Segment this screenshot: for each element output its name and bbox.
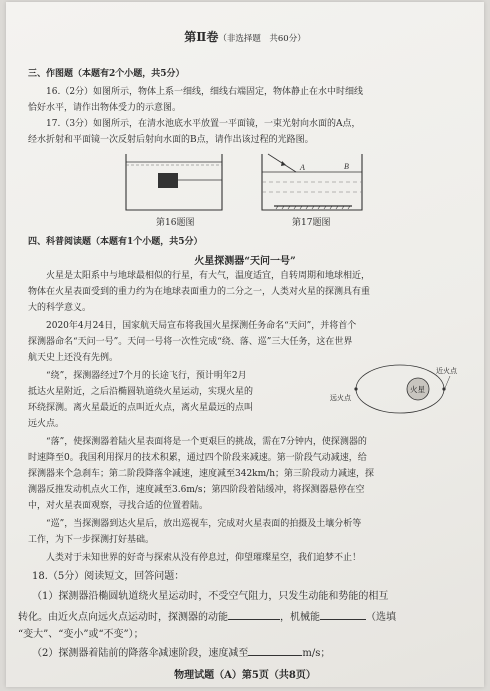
p1-line2: 物体在火星表面受到的重力约为在地球表面重力的二分之一，人类对火星的探测具有重 [28, 287, 371, 297]
q18-2-a: （2）探测器着陆前的降落伞减速阶段，速度减至 [32, 648, 249, 659]
q18-2-b: m/s； [302, 648, 331, 659]
fig16-caption: 第16题图 [156, 218, 195, 228]
mars-label: 火星 [410, 385, 425, 394]
answer-blank-mechanical[interactable] [320, 610, 366, 620]
section4-heading: 四、科普阅读题（本题有1个小题，共5分） [28, 237, 203, 247]
object-block [158, 173, 178, 188]
exam-page [6, 2, 484, 687]
orbit-ellipse [356, 365, 444, 413]
p3-line4: 远火点。 [28, 419, 65, 429]
p5-line1: “巡”，当探测器到达火星后，放出巡视车，完成对火星表面的拍摄及土壤分析等 [46, 519, 362, 529]
p2-line2: 探测器命名“天问一号”。天问一号将一次性完成“绕、落、巡”三大任务，这在世界 [28, 337, 353, 347]
p3-line1: “绕”，探测器经过7个月的长途飞行，预计明年2月 [46, 371, 247, 381]
section3-heading: 三、作图题（本题有2个小题，共5分） [28, 69, 185, 79]
q18-1-line2 [18, 610, 396, 625]
answer-blank-speed[interactable] [248, 646, 302, 656]
part-title-text: 第Ⅱ卷 [184, 30, 219, 44]
label-a: A [300, 163, 305, 172]
orbit-diagram [330, 358, 464, 418]
q16-line2: 恰好水平，请作出物体受力的示意图。 [28, 103, 182, 113]
p6-line1: 人类对于未知世界的好奇与探索从没有停息过，仰望璀璨星空，我们追梦不止！ [46, 553, 362, 563]
incident-ray [268, 154, 296, 172]
q17-line1: 17.（3分）如图所示，在清水池底水平放置一平面镜，一束光射向水面的A点， [46, 119, 361, 129]
figure-16 [124, 152, 224, 214]
q18-1-line2-b: ，机械能 [280, 612, 320, 623]
water-surface [126, 162, 222, 165]
answer-blank-kinetic[interactable] [228, 610, 280, 620]
p4-line5: 中，对火星表面观察，寻找合适的位置着陆。 [28, 501, 209, 511]
figure-17 [260, 152, 364, 218]
q18-1-line2-c: （选填 [366, 612, 396, 623]
q18-1-line1: （1）探测器沿椭圆轨道绕火星运动时，不受空气阻力，只发生动能和势能的相互 [32, 591, 389, 602]
label-b: B [344, 162, 349, 171]
p1-line1: 火星是太阳系中与地球最相似的行星，有大气，温度适宜，自转周期和地球相近， [46, 271, 371, 281]
p3-line3: 环绕探测。离火星最近的点叫近火点，离火星最远的点叫 [28, 403, 254, 413]
part-title-note: （非选择题 共60分） [218, 34, 306, 44]
part-title [6, 28, 484, 45]
q18-2-line [32, 646, 330, 661]
article-title: 火星探测器“天问一号” [194, 256, 296, 267]
p1-line3: 大的科学意义。 [28, 303, 92, 313]
fig17-caption: 第17题图 [292, 218, 331, 228]
q18-1-line2-a: 转化。由近火点向远火点运动时，探测器的动能 [18, 612, 228, 623]
far-label: 远火点 [330, 394, 351, 402]
q18-intro: 18.（5分）阅读短文，回答问题： [32, 571, 185, 582]
p4-line4: 测器反推发动机点火工作，速度减至3.6m/s；第四阶段着陆缓冲，将探测器悬停在空 [28, 485, 365, 495]
p4-line2: 时速降至0。我国利用探月的技术积累，通过四个阶段来减速。第一阶段气动减速，给 [28, 453, 367, 463]
q16-line1: 16.（2分）如图所示，物体上系一细线，细线右端固定，物体静止在水中时细线 [46, 87, 364, 97]
p4-line3: 探测器来个急刹车；第二阶段降落伞减速，速度减至342km/h；第三阶段动力减速，探 [28, 469, 374, 479]
q18-1-line3: “变大”、“变小”或“不变”）； [18, 629, 144, 640]
p2-line1: 2020年4月24日，国家航天局宣布将我国火星探测任务命名“天问”，并将首个 [46, 321, 357, 331]
plane-mirror [274, 206, 352, 209]
p4-line1: “落”，使探测器着陆火星表面将是一个更艰巨的挑战，需在7分钟内，使探测器的 [46, 437, 367, 447]
near-label: 近火点 [436, 367, 457, 375]
far-point [354, 387, 357, 390]
page-footer: 物理试题（A）第5页（共8页） [174, 670, 316, 681]
q17-line2: 经水折射和平面镜一次反射后射向水面的B点，请作出该过程的光路图。 [28, 135, 314, 145]
p2-line3: 航天史上还没有先例。 [28, 353, 119, 363]
p5-line2: 工作，为下一步探测打好基础。 [28, 535, 155, 545]
p3-line2: 抵达火星附近，之后沿椭圆轨道绕火星运动，实现火星的 [28, 387, 254, 397]
